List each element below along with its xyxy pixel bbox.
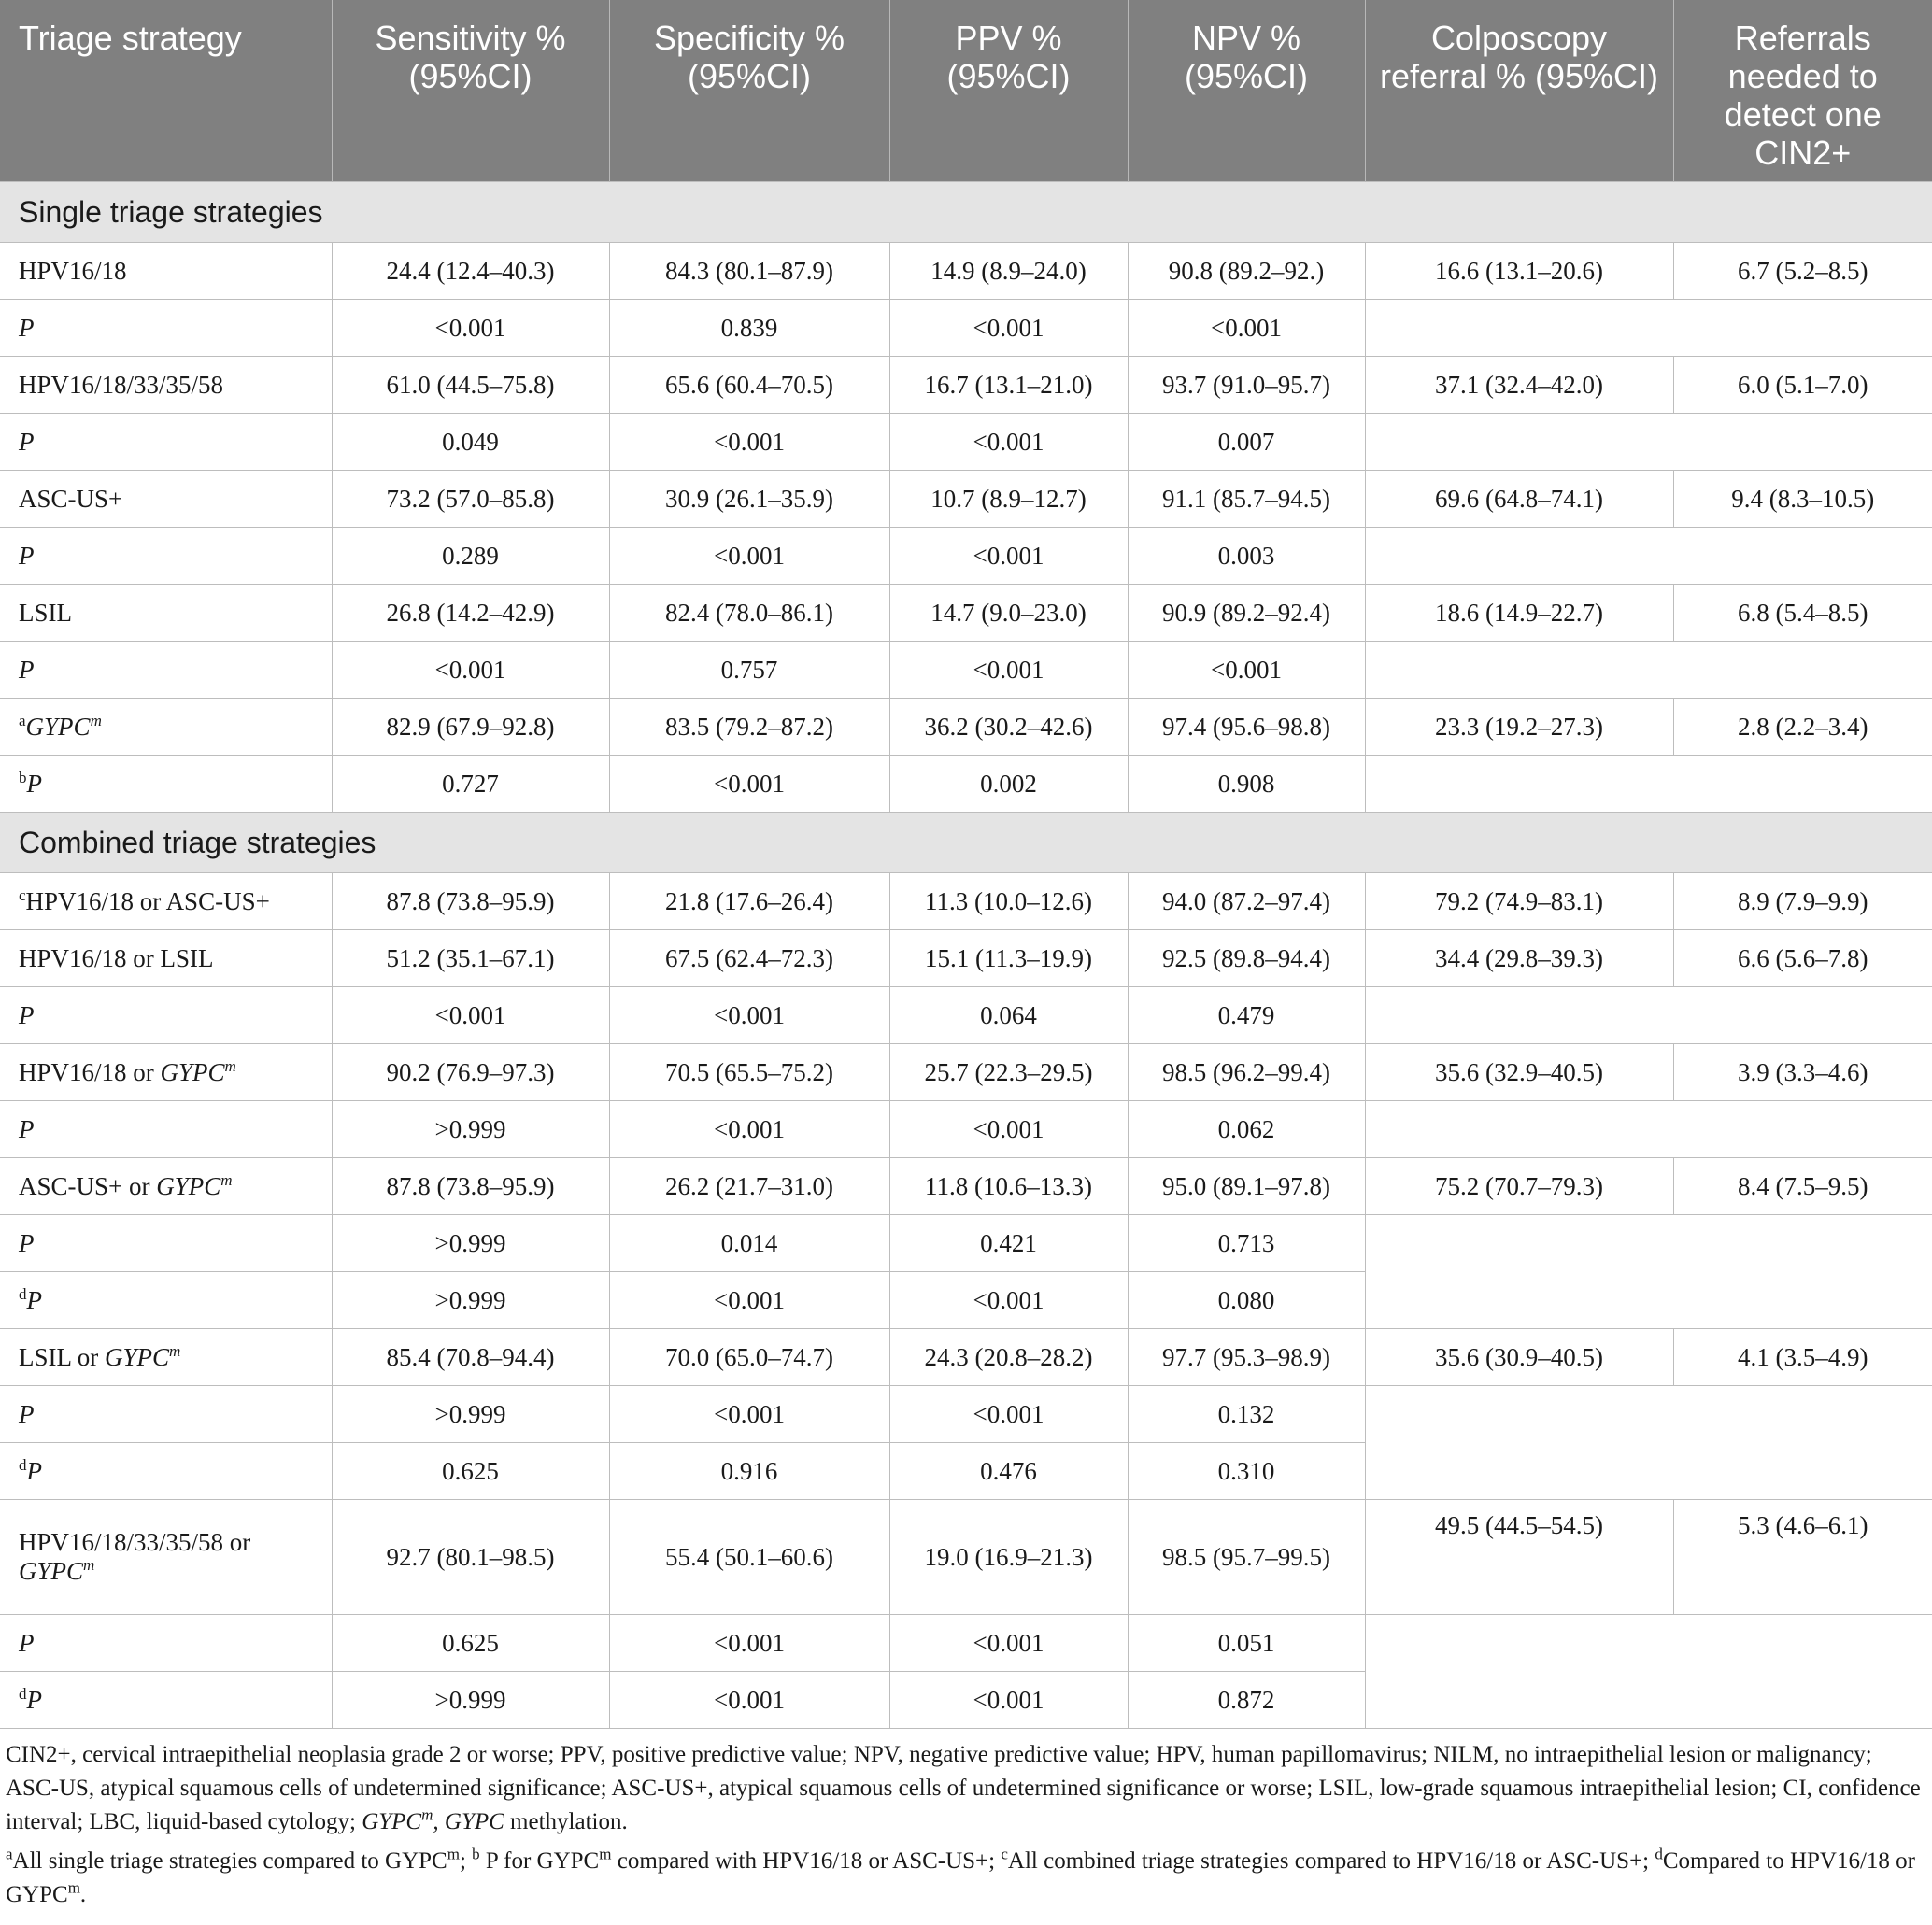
table-row: [0, 756, 1932, 813]
note-text: ,: [433, 1809, 445, 1834]
header-ppv: PPV % (95%CI): [889, 0, 1128, 182]
row-label: [0, 1615, 332, 1672]
footnote-marker: b: [19, 768, 27, 786]
table-row: [0, 471, 1932, 528]
label-text: HPV16/18 or ASC-US+: [25, 886, 270, 915]
gene-name: GYPC: [156, 1171, 221, 1200]
cell-ppv: <0.001: [889, 1615, 1128, 1672]
table-row: [0, 873, 1932, 930]
row-label: [0, 699, 332, 756]
cell-sensitivity: <0.001: [332, 300, 609, 357]
cell-sensitivity: 92.7 (80.1–98.5): [332, 1500, 609, 1615]
row-label: [0, 873, 332, 930]
label-text: HPV16/18: [19, 256, 127, 285]
cell-referrals: 8.9 (7.9–9.9): [1673, 873, 1932, 930]
note-text: Compared to HPV16/18 or GYPC: [6, 1848, 1915, 1907]
label-text: ASC-US+ or: [19, 1171, 157, 1200]
cell-sensitivity: 87.8 (73.8–95.9): [332, 1158, 609, 1215]
table-row: [0, 1329, 1932, 1386]
cell-specificity: <0.001: [609, 1272, 889, 1329]
cell-specificity: <0.001: [609, 1101, 889, 1158]
cell-specificity: 55.4 (50.1–60.6): [609, 1500, 889, 1615]
cell-sensitivity: 61.0 (44.5–75.8): [332, 357, 609, 414]
p-label: P: [19, 1114, 35, 1143]
empty-cell: [1365, 528, 1932, 585]
footnote-marker: d: [19, 1455, 27, 1474]
cell-sensitivity: 0.625: [332, 1443, 609, 1500]
header-specificity: Specificity % (95%CI): [609, 0, 889, 182]
methylation-marker: m: [421, 1805, 433, 1824]
table-row: [0, 699, 1932, 756]
note-text: P for GYPC: [479, 1848, 600, 1874]
table-header: [0, 0, 1932, 182]
cell-npv: 0.007: [1128, 414, 1365, 471]
cell-colposcopy: 23.3 (19.2–27.3): [1365, 699, 1673, 756]
cell-colposcopy: 35.6 (32.9–40.5): [1365, 1044, 1673, 1101]
cell-specificity: <0.001: [609, 1672, 889, 1729]
gene-name: GYPC: [444, 1809, 504, 1834]
label-text: LSIL: [19, 598, 72, 627]
empty-cell: [1365, 1215, 1932, 1329]
cell-specificity: 70.5 (65.5–75.2): [609, 1044, 889, 1101]
row-label: [0, 1500, 332, 1615]
table-row: [0, 300, 1932, 357]
gene-name: GYPC: [25, 712, 91, 741]
abbreviations-note: [6, 1738, 1923, 1839]
footnote-marker: b: [472, 1845, 480, 1863]
row-label: [0, 585, 332, 642]
gene-name: GYPC: [362, 1809, 422, 1834]
cell-sensitivity: <0.001: [332, 987, 609, 1044]
row-label: [0, 414, 332, 471]
cell-referrals: 6.8 (5.4–8.5): [1673, 585, 1932, 642]
p-label: P: [19, 313, 35, 342]
label-text: HPV16/18 or: [19, 1057, 161, 1086]
cell-npv: 95.0 (89.1–97.8): [1128, 1158, 1365, 1215]
footnote-marker: c: [1001, 1845, 1008, 1863]
footnote-marker: d: [19, 1284, 27, 1303]
row-label: [0, 471, 332, 528]
cell-ppv: <0.001: [889, 1272, 1128, 1329]
cell-npv: 92.5 (89.8–94.4): [1128, 930, 1365, 987]
cell-specificity: <0.001: [609, 1615, 889, 1672]
footnote-marker: a: [19, 711, 26, 729]
cell-ppv: 0.064: [889, 987, 1128, 1044]
row-label: [0, 1443, 332, 1500]
cell-sensitivity: 0.049: [332, 414, 609, 471]
p-label: P: [19, 1228, 35, 1257]
cell-specificity: <0.001: [609, 1386, 889, 1443]
empty-cell: [1365, 1386, 1932, 1500]
cell-sensitivity: 85.4 (70.8–94.4): [332, 1329, 609, 1386]
section-combined: Combined triage strategies: [0, 813, 1932, 873]
cell-npv: 0.872: [1128, 1672, 1365, 1729]
cell-sensitivity: 0.727: [332, 756, 609, 813]
table-row: [0, 987, 1932, 1044]
cell-specificity: 21.8 (17.6–26.4): [609, 873, 889, 930]
footnote-marker: d: [19, 1684, 27, 1703]
row-label: [0, 1215, 332, 1272]
cell-specificity: 26.2 (21.7–31.0): [609, 1158, 889, 1215]
header-sensitivity: Sensitivity % (95%CI): [332, 0, 609, 182]
cell-ppv: 10.7 (8.9–12.7): [889, 471, 1128, 528]
cell-sensitivity: >0.999: [332, 1386, 609, 1443]
cell-npv: 0.713: [1128, 1215, 1365, 1272]
table-row: [0, 585, 1932, 642]
cell-specificity: <0.001: [609, 528, 889, 585]
label-text: HPV16/18/33/35/58 or: [19, 1528, 251, 1556]
cell-colposcopy: 16.6 (13.1–20.6): [1365, 243, 1673, 300]
cell-ppv: <0.001: [889, 1386, 1128, 1443]
cell-npv: 0.051: [1128, 1615, 1365, 1672]
cell-ppv: 25.7 (22.3–29.5): [889, 1044, 1128, 1101]
cell-ppv: 16.7 (13.1–21.0): [889, 357, 1128, 414]
cell-ppv: 15.1 (11.3–19.9): [889, 930, 1128, 987]
cell-ppv: <0.001: [889, 1101, 1128, 1158]
cell-ppv: 19.0 (16.9–21.3): [889, 1500, 1128, 1615]
cell-npv: 94.0 (87.2–97.4): [1128, 873, 1365, 930]
cell-sensitivity: 73.2 (57.0–85.8): [332, 471, 609, 528]
cell-ppv: 36.2 (30.2–42.6): [889, 699, 1128, 756]
table-row: [0, 642, 1932, 699]
empty-cell: [1365, 756, 1932, 813]
empty-cell: [1365, 987, 1932, 1044]
p-label: P: [26, 1285, 42, 1314]
empty-cell: [1365, 642, 1932, 699]
row-label: [0, 642, 332, 699]
empty-cell: [1365, 300, 1932, 357]
table-row: [0, 243, 1932, 300]
cell-specificity: 65.6 (60.4–70.5): [609, 357, 889, 414]
methylation-marker: m: [90, 711, 102, 729]
cell-sensitivity: >0.999: [332, 1272, 609, 1329]
cell-referrals: 6.0 (5.1–7.0): [1673, 357, 1932, 414]
cell-colposcopy: 49.5 (44.5–54.5): [1365, 1500, 1673, 1615]
cell-colposcopy: 37.1 (32.4–42.0): [1365, 357, 1673, 414]
gene-name: GYPC: [104, 1342, 170, 1371]
cell-sensitivity: 51.2 (35.1–67.1): [332, 930, 609, 987]
cell-colposcopy: 69.6 (64.8–74.1): [1365, 471, 1673, 528]
note-text: .: [79, 1882, 87, 1907]
row-label: [0, 930, 332, 987]
row-label: [0, 1044, 332, 1101]
cell-npv: 91.1 (85.7–94.5): [1128, 471, 1365, 528]
cell-ppv: <0.001: [889, 642, 1128, 699]
section-row: [0, 813, 1932, 873]
cell-referrals: 5.3 (4.6–6.1): [1673, 1500, 1932, 1615]
cell-specificity: 70.0 (65.0–74.7): [609, 1329, 889, 1386]
p-label: P: [19, 655, 35, 684]
table-row: [0, 1215, 1932, 1272]
row-label: [0, 756, 332, 813]
p-label: P: [19, 427, 35, 456]
empty-cell: [1365, 1101, 1932, 1158]
cell-npv: 0.062: [1128, 1101, 1365, 1158]
cell-specificity: 84.3 (80.1–87.9): [609, 243, 889, 300]
cell-specificity: <0.001: [609, 987, 889, 1044]
label-text: HPV16/18 or LSIL: [19, 943, 214, 972]
row-label: [0, 357, 332, 414]
cell-specificity: <0.001: [609, 756, 889, 813]
gene-name: GYPC: [19, 1557, 84, 1585]
footnote-marker: c: [19, 885, 26, 904]
p-label: P: [26, 769, 42, 798]
cell-ppv: 0.421: [889, 1215, 1128, 1272]
table-row: [0, 357, 1932, 414]
table-row: [0, 1500, 1932, 1615]
cell-npv: 0.479: [1128, 987, 1365, 1044]
p-label: P: [19, 541, 35, 570]
cell-npv: 98.5 (96.2–99.4): [1128, 1044, 1365, 1101]
cell-ppv: 0.002: [889, 756, 1128, 813]
cell-ppv: 11.3 (10.0–12.6): [889, 873, 1128, 930]
cell-specificity: 30.9 (26.1–35.9): [609, 471, 889, 528]
methylation-marker: m: [220, 1170, 233, 1189]
header-referrals: Referrals needed to detect one CIN2+: [1673, 0, 1932, 182]
table-row: [0, 1386, 1932, 1443]
empty-cell: [1365, 414, 1932, 471]
table-row: [0, 1615, 1932, 1672]
row-label: [0, 1158, 332, 1215]
cell-npv: <0.001: [1128, 300, 1365, 357]
label-text: ASC-US+: [19, 484, 123, 513]
cell-sensitivity: 90.2 (76.9–97.3): [332, 1044, 609, 1101]
note-text: All single triage strategies compared to GYPC: [12, 1848, 447, 1874]
row-label: [0, 1272, 332, 1329]
cell-npv: 0.003: [1128, 528, 1365, 585]
cell-ppv: <0.001: [889, 414, 1128, 471]
cell-npv: 0.080: [1128, 1272, 1365, 1329]
cell-ppv: <0.001: [889, 300, 1128, 357]
row-label: [0, 1386, 332, 1443]
header-npv: NPV % (95%CI): [1128, 0, 1365, 182]
cell-specificity: 0.757: [609, 642, 889, 699]
cell-npv: 97.4 (95.6–98.8): [1128, 699, 1365, 756]
table-row: [0, 1158, 1932, 1215]
cell-sensitivity: 26.8 (14.2–42.9): [332, 585, 609, 642]
table-row: [0, 930, 1932, 987]
table-row: [0, 414, 1932, 471]
gene-name: GYPC: [160, 1057, 225, 1086]
cell-sensitivity: 0.625: [332, 1615, 609, 1672]
note-text: methylation.: [504, 1809, 628, 1834]
table-row: [0, 528, 1932, 585]
p-label: P: [26, 1685, 42, 1714]
cell-referrals: 9.4 (8.3–10.5): [1673, 471, 1932, 528]
cell-sensitivity: >0.999: [332, 1672, 609, 1729]
cell-referrals: 4.1 (3.5–4.9): [1673, 1329, 1932, 1386]
methylation-marker: m: [169, 1341, 181, 1360]
cell-sensitivity: 0.289: [332, 528, 609, 585]
note-text: compared with HPV16/18 or ASC-US+;: [611, 1848, 1002, 1874]
cell-npv: 93.7 (91.0–95.7): [1128, 357, 1365, 414]
row-label: [0, 528, 332, 585]
p-label: P: [19, 1000, 35, 1029]
cell-sensitivity: 87.8 (73.8–95.9): [332, 873, 609, 930]
cell-npv: 0.908: [1128, 756, 1365, 813]
cell-npv: 98.5 (95.7–99.5): [1128, 1500, 1365, 1615]
cell-ppv: 24.3 (20.8–28.2): [889, 1329, 1128, 1386]
cell-colposcopy: 35.6 (30.9–40.5): [1365, 1329, 1673, 1386]
row-label: [0, 300, 332, 357]
table-row: [0, 1101, 1932, 1158]
cell-sensitivity: >0.999: [332, 1215, 609, 1272]
cell-specificity: <0.001: [609, 414, 889, 471]
cell-npv: 97.7 (95.3–98.9): [1128, 1329, 1365, 1386]
p-label: P: [26, 1456, 42, 1485]
cell-npv: 0.310: [1128, 1443, 1365, 1500]
cell-npv: 90.9 (89.2–92.4): [1128, 585, 1365, 642]
header-strategy: Triage strategy: [0, 0, 332, 182]
row-label: [0, 1329, 332, 1386]
cell-ppv: 14.9 (8.9–24.0): [889, 243, 1128, 300]
section-row: [0, 182, 1932, 243]
row-label: [0, 987, 332, 1044]
cell-sensitivity: <0.001: [332, 642, 609, 699]
empty-cell: [1365, 1615, 1932, 1729]
note-text: All combined triage strategies compared to HPV16/18 or ASC-US+;: [1007, 1848, 1655, 1874]
cell-referrals: 8.4 (7.5–9.5): [1673, 1158, 1932, 1215]
methylation-marker: m: [67, 1878, 80, 1897]
cell-colposcopy: 75.2 (70.7–79.3): [1365, 1158, 1673, 1215]
methylation-marker: m: [224, 1056, 236, 1075]
cell-npv: 0.132: [1128, 1386, 1365, 1443]
cell-sensitivity: 24.4 (12.4–40.3): [332, 243, 609, 300]
cell-ppv: <0.001: [889, 1672, 1128, 1729]
label-text: LSIL or: [19, 1342, 105, 1371]
cell-ppv: <0.001: [889, 528, 1128, 585]
table-row: [0, 1044, 1932, 1101]
cell-specificity: 67.5 (62.4–72.3): [609, 930, 889, 987]
p-label: P: [19, 1628, 35, 1657]
row-label: [0, 1672, 332, 1729]
cell-specificity: 82.4 (78.0–86.1): [609, 585, 889, 642]
cell-specificity: 0.014: [609, 1215, 889, 1272]
header-colposcopy: Colposcopy referral % (95%CI): [1365, 0, 1673, 182]
cell-colposcopy: 18.6 (14.9–22.7): [1365, 585, 1673, 642]
cell-ppv: 11.8 (10.6–13.3): [889, 1158, 1128, 1215]
cell-specificity: 0.839: [609, 300, 889, 357]
note-text: ;: [459, 1848, 473, 1874]
cell-sensitivity: >0.999: [332, 1101, 609, 1158]
cell-referrals: 6.7 (5.2–8.5): [1673, 243, 1932, 300]
section-single: Single triage strategies: [0, 182, 1932, 243]
row-label: [0, 1101, 332, 1158]
cell-sensitivity: 82.9 (67.9–92.8): [332, 699, 609, 756]
cell-colposcopy: 79.2 (74.9–83.1): [1365, 873, 1673, 930]
footnote-marker: a: [6, 1845, 13, 1863]
cell-referrals: 2.8 (2.2–3.4): [1673, 699, 1932, 756]
cell-colposcopy: 34.4 (29.8–39.3): [1365, 930, 1673, 987]
cell-ppv: 14.7 (9.0–23.0): [889, 585, 1128, 642]
cell-specificity: 83.5 (79.2–87.2): [609, 699, 889, 756]
cell-referrals: 6.6 (5.6–7.8): [1673, 930, 1932, 987]
row-label: [0, 243, 332, 300]
footnotes: [6, 1845, 1923, 1912]
methylation-marker: m: [599, 1845, 612, 1863]
note-text: CIN2+, cervical intraepithelial neoplasia grade 2 or worse; PPV, positive predictive value; NPV, negative predictive value; HPV, human papillomavirus; NILM, no intraepithelial lesion or malignancy; ASC-US, atypical squamous cells of undetermined significance; ASC-US+, atypical squamous cells of undetermined significance or worse; LSIL, low-grade squamous intraepithelial lesion; CI, confidence interval; LBC, liquid-based cytology;: [6, 1742, 1921, 1834]
footnote-marker: d: [1655, 1845, 1663, 1863]
methylation-marker: m: [447, 1845, 460, 1863]
cell-ppv: 0.476: [889, 1443, 1128, 1500]
p-label: P: [19, 1399, 35, 1428]
label-text: HPV16/18/33/35/58: [19, 370, 224, 399]
methylation-marker: m: [83, 1556, 95, 1574]
cell-npv: 90.8 (89.2–92.): [1128, 243, 1365, 300]
cell-npv: <0.001: [1128, 642, 1365, 699]
cell-referrals: 3.9 (3.3–4.6): [1673, 1044, 1932, 1101]
cell-specificity: 0.916: [609, 1443, 889, 1500]
table-notes: [0, 1729, 1932, 1912]
